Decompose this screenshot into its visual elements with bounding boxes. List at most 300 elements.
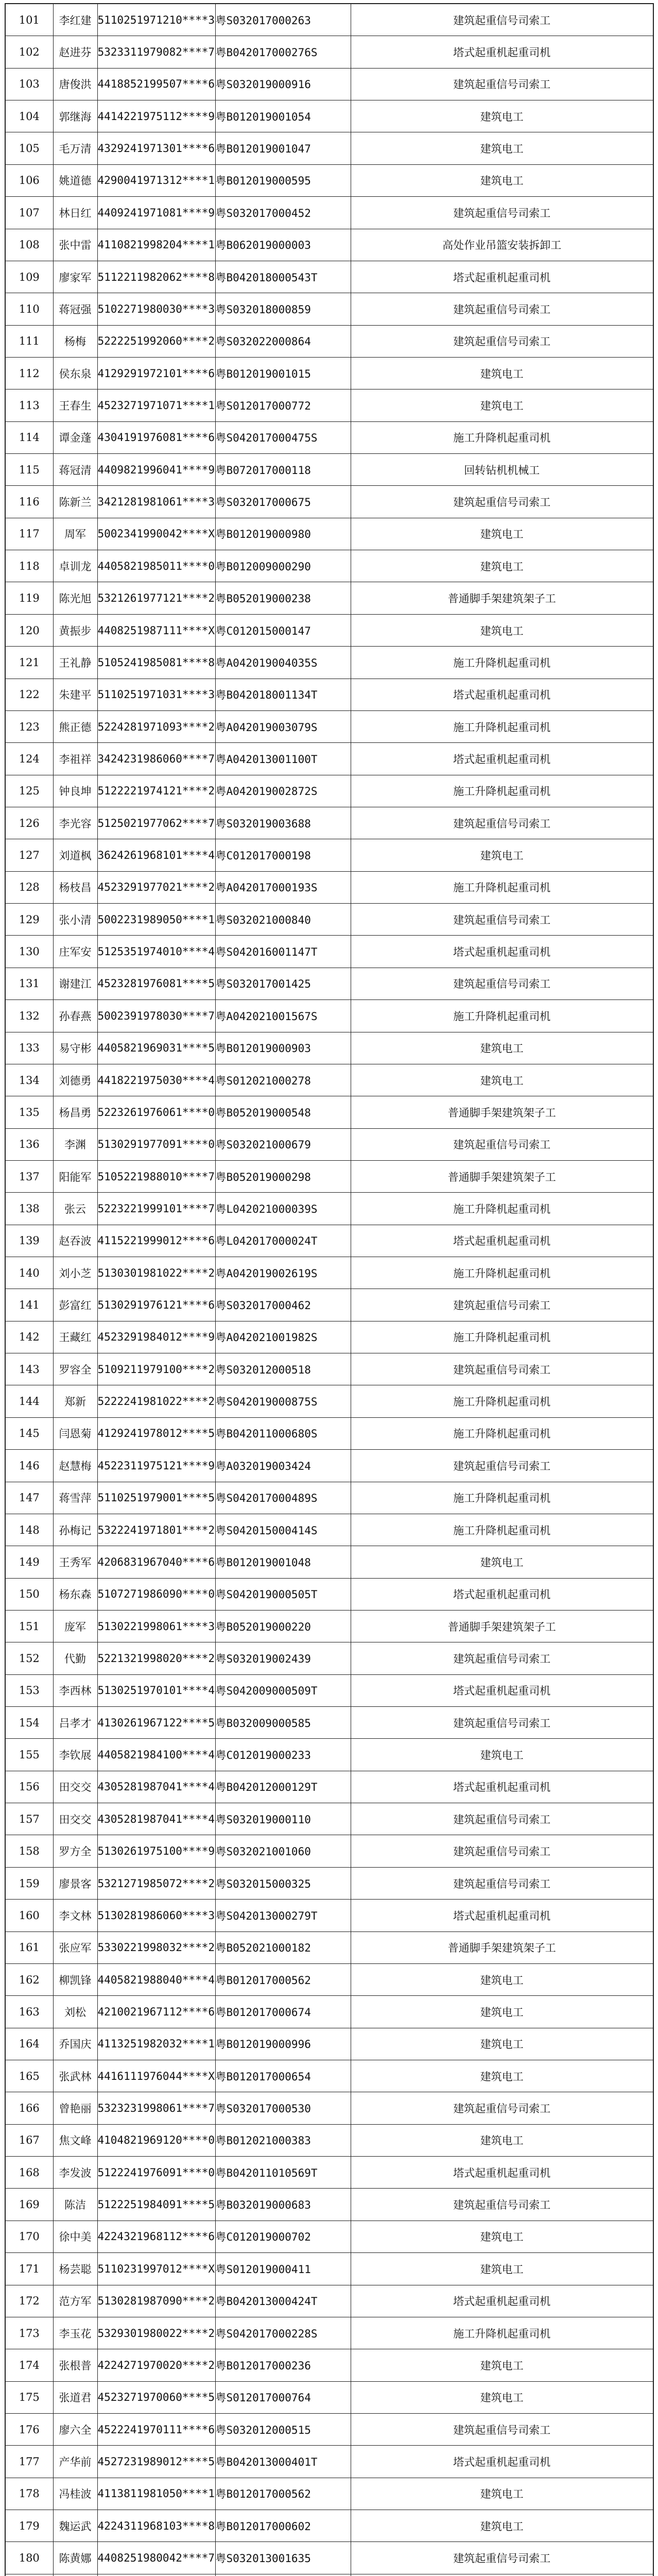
name-cell: 钟良坤 <box>53 775 97 807</box>
certificate-number-cell: 粤S032015000325 <box>215 1867 351 1899</box>
id-number-cell: 5323311979082****7 <box>97 36 215 68</box>
row-number-cell: 163 <box>5 1996 53 2028</box>
table-row <box>5 2092 653 2124</box>
certificate-number-cell: 粤B062019000003 <box>215 229 351 261</box>
row-number-cell: 146 <box>5 1450 53 1482</box>
name-cell: 蒋冠强 <box>53 293 97 325</box>
certificate-number-cell: 粤B012019000903 <box>215 1032 351 1064</box>
name-cell: 卓训龙 <box>53 550 97 582</box>
job-type-cell: 建筑电工 <box>351 550 653 582</box>
id-number-cell: 5321261977121****2 <box>97 582 215 614</box>
table-row <box>5 68 653 100</box>
certificate-number-cell: 粤S032017000263 <box>215 4 351 36</box>
job-type-cell: 施工升降机起重司机 <box>351 1482 653 1514</box>
job-type-cell: 施工升降机起重司机 <box>351 2317 653 2349</box>
name-cell: 刘小芝 <box>53 1257 97 1289</box>
table-row <box>5 710 653 742</box>
row-number-cell: 108 <box>5 229 53 261</box>
row-number-cell: 167 <box>5 2124 53 2156</box>
id-number-cell: 4405821969031****5 <box>97 1032 215 1064</box>
certificate-number-cell: 粤A042019002619S <box>215 1257 351 1289</box>
id-number-cell: 4523271971071****1 <box>97 389 215 421</box>
table-row <box>5 2574 653 2576</box>
certificate-number-cell: 粤S032021000840 <box>215 904 351 936</box>
job-type-cell: 普通脚手架建筑架子工 <box>351 582 653 614</box>
table-row <box>5 486 653 518</box>
row-number-cell: 144 <box>5 1385 53 1417</box>
job-type-cell: 建筑电工 <box>351 132 653 164</box>
row-number-cell: 131 <box>5 968 53 999</box>
id-number-cell: 5102271980030****3 <box>97 293 215 325</box>
id-number-cell: 4329241971301****6 <box>97 132 215 164</box>
row-number-cell: 101 <box>5 4 53 36</box>
row-number-cell: 142 <box>5 1321 53 1353</box>
job-type-cell: 塔式起重机起重司机 <box>351 936 653 968</box>
table-row <box>5 1771 653 1803</box>
name-cell: 阳能军 <box>53 1160 97 1192</box>
certificate-number-cell: 粤B042013000424T <box>215 2285 351 2317</box>
certificate-number-cell: 粤S032017000462 <box>215 1289 351 1321</box>
certificate-number-cell: 粤B012019000980 <box>215 518 351 550</box>
table-row <box>5 164 653 196</box>
id-number-cell: 5130251970101****4 <box>97 1674 215 1706</box>
table-row <box>5 1450 653 1482</box>
table-row <box>5 2478 653 2510</box>
certificate-number-cell: 粤B012019001048 <box>215 1546 351 1578</box>
certificate-number-cell: 粤S032012000518 <box>215 1353 351 1385</box>
certificate-number-cell: 粤B052019000238 <box>215 582 351 614</box>
certificate-number-cell: 粤C012015000147 <box>215 614 351 646</box>
id-number-cell <box>97 2574 215 2576</box>
certificate-number-cell: 粤B052019000220 <box>215 1610 351 1642</box>
job-type-cell: 塔式起重机起重司机 <box>351 2446 653 2478</box>
certificate-number-cell: 粤B042011010569T <box>215 2157 351 2189</box>
name-cell: 杨芸聪 <box>53 2253 97 2285</box>
id-number-cell: 5130221998061****3 <box>97 1610 215 1642</box>
table-row <box>5 968 653 999</box>
table-row <box>5 1032 653 1064</box>
id-number-cell: 4129241978012****5 <box>97 1417 215 1449</box>
table-row <box>5 2510 653 2542</box>
name-cell: 姚道德 <box>53 164 97 196</box>
table-row <box>5 1963 653 1995</box>
name-cell: 朱建平 <box>53 679 97 710</box>
table-row <box>5 421 653 453</box>
row-number-cell: 140 <box>5 1257 53 1289</box>
job-type-cell: 施工升降机起重司机 <box>351 1193 653 1225</box>
certificate-number-cell: 粤A042021001567S <box>215 1000 351 1032</box>
row-number-cell: 155 <box>5 1739 53 1771</box>
table-row <box>5 197 653 229</box>
job-type-cell: 施工升降机起重司机 <box>351 647 653 679</box>
certificate-number-cell: 粤S032019003688 <box>215 807 351 839</box>
certificate-number-cell: 粤A042021001982S <box>215 1321 351 1353</box>
row-number-cell: 133 <box>5 1032 53 1064</box>
id-number-cell: 5110251971210****3 <box>97 4 215 36</box>
row-number-cell: 148 <box>5 1514 53 1546</box>
id-number-cell: 5130281986060****3 <box>97 1900 215 1931</box>
table-row <box>5 936 653 968</box>
job-type-cell: 建筑起重信号司索工 <box>351 1707 653 1739</box>
table-row <box>5 1867 653 1899</box>
job-type-cell: 施工升降机起重司机 <box>351 871 653 903</box>
row-number-cell: 136 <box>5 1128 53 1160</box>
id-number-cell: 4305281987041****4 <box>97 1803 215 1835</box>
row-number-cell: 162 <box>5 1963 53 1995</box>
certificate-number-cell: 粤B052019000298 <box>215 1160 351 1192</box>
job-type-cell: 建筑起重信号司索工 <box>351 68 653 100</box>
job-type-cell: 建筑电工 <box>351 2221 653 2252</box>
row-number-cell: 121 <box>5 647 53 679</box>
certificate-number-cell: 粤B042018001134T <box>215 679 351 710</box>
certificate-number-cell: 粤S032013001635 <box>215 2542 351 2574</box>
id-number-cell: 5002341990042****X <box>97 518 215 550</box>
table-row <box>5 389 653 421</box>
table-row <box>5 1578 653 1610</box>
job-type-cell: 建筑起重信号司索工 <box>351 1867 653 1899</box>
job-type-cell: 建筑电工 <box>351 1546 653 1578</box>
row-number-cell: 106 <box>5 164 53 196</box>
table-row <box>5 582 653 614</box>
job-type-cell: 塔式起重机起重司机 <box>351 1225 653 1257</box>
job-type-cell: 回转钻机机械工 <box>351 454 653 486</box>
id-number-cell: 4210021967112****6 <box>97 1996 215 2028</box>
job-type-cell: 建筑电工 <box>351 1032 653 1064</box>
certificate-number-cell: 粤B012017000562 <box>215 2478 351 2510</box>
row-number-cell: 178 <box>5 2478 53 2510</box>
table-row <box>5 1160 653 1192</box>
name-cell: 李西林 <box>53 1674 97 1706</box>
job-type-cell: 建筑起重信号司索工 <box>351 293 653 325</box>
id-number-cell: 5130301981022****2 <box>97 1257 215 1289</box>
table-row <box>5 36 653 68</box>
job-type-cell: 普通脚手架建筑架子工 <box>351 1931 653 1963</box>
job-type-cell: 建筑起重信号司索工 <box>351 1642 653 1674</box>
table-row <box>5 2189 653 2221</box>
name-cell: 彭富红 <box>53 1289 97 1321</box>
table-row <box>5 1803 653 1835</box>
id-number-cell: 4418221975030****4 <box>97 1064 215 1096</box>
job-type-cell: 建筑起重信号司索工 <box>351 968 653 999</box>
id-number-cell: 5112211982062****8 <box>97 261 215 293</box>
id-number-cell: 4408251987111****X <box>97 614 215 646</box>
row-number-cell <box>5 2574 53 2576</box>
certificate-number-cell: 粤B012017000674 <box>215 1996 351 2028</box>
certificate-number-cell: 粤L042021000039S <box>215 1193 351 1225</box>
row-number-cell: 128 <box>5 871 53 903</box>
row-number-cell: 165 <box>5 2060 53 2092</box>
row-number-cell: 129 <box>5 904 53 936</box>
name-cell: 黄振步 <box>53 614 97 646</box>
row-number-cell: 112 <box>5 357 53 389</box>
id-number-cell: 5110251971031****3 <box>97 679 215 710</box>
id-number-cell: 4405821985011****0 <box>97 550 215 582</box>
row-number-cell: 102 <box>5 36 53 68</box>
row-number-cell: 137 <box>5 1160 53 1192</box>
row-number-cell: 125 <box>5 775 53 807</box>
table-row <box>5 1707 653 1739</box>
table-row <box>5 1674 653 1706</box>
row-number-cell: 149 <box>5 1546 53 1578</box>
row-number-cell: 119 <box>5 582 53 614</box>
row-number-cell: 151 <box>5 1610 53 1642</box>
certificate-number-cell: 粤S032017000452 <box>215 197 351 229</box>
name-cell: 李文林 <box>53 1900 97 1931</box>
job-type-cell: 施工升降机起重司机 <box>351 1321 653 1353</box>
table-row <box>5 2349 653 2381</box>
name-cell: 蒋冠清 <box>53 454 97 486</box>
table-row <box>5 1064 653 1096</box>
certificate-number-cell: 粤S032018000859 <box>215 293 351 325</box>
id-number-cell: 4305281987041****4 <box>97 1771 215 1803</box>
name-cell: 李渊 <box>53 1128 97 1160</box>
name-cell: 张中雷 <box>53 229 97 261</box>
name-cell: 谢建江 <box>53 968 97 999</box>
table-row <box>5 2028 653 2060</box>
name-cell: 周军 <box>53 518 97 550</box>
row-number-cell: 104 <box>5 100 53 132</box>
id-number-cell: 4224321968112****6 <box>97 2221 215 2252</box>
name-cell: 柳凯锋 <box>53 1963 97 1995</box>
id-number-cell: 5109211979100****2 <box>97 1353 215 1385</box>
row-number-cell: 166 <box>5 2092 53 2124</box>
table-row <box>5 2124 653 2156</box>
table-row <box>5 1225 653 1257</box>
name-cell: 侯东泉 <box>53 357 97 389</box>
certificate-number-cell: 粤B012019000595 <box>215 164 351 196</box>
name-cell: 王秀军 <box>53 1546 97 1578</box>
row-number-cell: 109 <box>5 261 53 293</box>
table-row <box>5 807 653 839</box>
name-cell: 廖景客 <box>53 1867 97 1899</box>
job-type-cell: 建筑电工 <box>351 2060 653 2092</box>
job-type-cell: 普通脚手架建筑架子工 <box>351 1160 653 1192</box>
row-number-cell: 169 <box>5 2189 53 2221</box>
row-number-cell: 123 <box>5 710 53 742</box>
table-row <box>5 2413 653 2445</box>
id-number-cell: 4113251982032****1 <box>97 2028 215 2060</box>
job-type-cell: 建筑起重信号司索工 <box>351 1128 653 1160</box>
table-row <box>5 1900 653 1931</box>
name-cell: 陈洁 <box>53 2189 97 2221</box>
name-cell: 赵吞波 <box>53 1225 97 1257</box>
job-type-cell: 建筑电工 <box>351 2478 653 2510</box>
name-cell: 孙梅记 <box>53 1514 97 1546</box>
job-type-cell: 建筑起重信号司索工 <box>351 2092 653 2124</box>
row-number-cell: 177 <box>5 2446 53 2478</box>
certificate-number-cell: 粤S032019002439 <box>215 1642 351 1674</box>
name-cell: 谭金蓬 <box>53 421 97 453</box>
job-type-cell: 建筑电工 <box>351 100 653 132</box>
job-type-cell: 塔式起重机起重司机 <box>351 261 653 293</box>
row-number-cell: 134 <box>5 1064 53 1096</box>
id-number-cell: 4224311968103****8 <box>97 2510 215 2542</box>
job-type-cell: 建筑电工 <box>351 518 653 550</box>
id-number-cell: 5122221974121****2 <box>97 775 215 807</box>
name-cell: 代勤 <box>53 1642 97 1674</box>
personnel-table <box>5 3 654 2576</box>
id-number-cell: 4523291984012****9 <box>97 1321 215 1353</box>
id-number-cell: 4129291972101****6 <box>97 357 215 389</box>
table-row <box>5 550 653 582</box>
job-type-cell: 建筑起重信号司索工 <box>351 1803 653 1835</box>
table-row <box>5 2253 653 2285</box>
job-type-cell: 建筑起重信号司索工 <box>351 1835 653 1867</box>
name-cell: 唐俊洪 <box>53 68 97 100</box>
name-cell: 李红建 <box>53 4 97 36</box>
job-type-cell: 建筑电工 <box>351 2028 653 2060</box>
row-number-cell: 161 <box>5 1931 53 1963</box>
certificate-number-cell: 粤S012019000411 <box>215 2253 351 2285</box>
row-number-cell: 160 <box>5 1900 53 1931</box>
row-number-cell: 180 <box>5 2542 53 2574</box>
id-number-cell: 5130291976121****6 <box>97 1289 215 1321</box>
table-row <box>5 1321 653 1353</box>
id-number-cell: 4522311975121****9 <box>97 1450 215 1482</box>
table-row <box>5 743 653 775</box>
certificate-number-cell: 粤S012017000772 <box>215 389 351 421</box>
certificate-number-cell: 粤B042017000276S <box>215 36 351 68</box>
id-number-cell: 4414221975112****9 <box>97 100 215 132</box>
row-number-cell: 176 <box>5 2413 53 2445</box>
id-number-cell: 4408251980042****7 <box>97 2542 215 2574</box>
row-number-cell: 126 <box>5 807 53 839</box>
row-number-cell: 138 <box>5 1193 53 1225</box>
table-row <box>5 1417 653 1449</box>
certificate-number-cell: 粤C012019000702 <box>215 2221 351 2252</box>
name-cell: 杨梅 <box>53 325 97 357</box>
certificate-number-cell: 粤A042019003079S <box>215 710 351 742</box>
table-row <box>5 871 653 903</box>
table-row <box>5 2221 653 2252</box>
table-row <box>5 839 653 871</box>
name-cell: 李光容 <box>53 807 97 839</box>
job-type-cell: 建筑起重信号司索工 <box>351 197 653 229</box>
id-number-cell: 4523281976081****5 <box>97 968 215 999</box>
job-type-cell: 建筑起重信号司索工 <box>351 486 653 518</box>
name-cell: 陈黄娜 <box>53 2542 97 2574</box>
certificate-number-cell: 粤A042013001100T <box>215 743 351 775</box>
job-type-cell: 建筑电工 <box>351 1739 653 1771</box>
id-number-cell: 5105241985081****8 <box>97 647 215 679</box>
table-row <box>5 2381 653 2413</box>
row-number-cell: 168 <box>5 2157 53 2189</box>
name-cell: 廖家军 <box>53 261 97 293</box>
row-number-cell: 135 <box>5 1096 53 1128</box>
job-type-cell: 施工升降机起重司机 <box>351 1385 653 1417</box>
name-cell: 刘德勇 <box>53 1064 97 1096</box>
name-cell: 王春生 <box>53 389 97 421</box>
table-row <box>5 132 653 164</box>
row-number-cell: 120 <box>5 614 53 646</box>
table-row <box>5 1642 653 1674</box>
table-row <box>5 100 653 132</box>
name-cell: 李发波 <box>53 2157 97 2189</box>
job-type-cell: 建筑起重信号司索工 <box>351 1289 653 1321</box>
certificate-number-cell <box>215 2574 351 2576</box>
table-row <box>5 1257 653 1289</box>
table-row <box>5 1000 653 1032</box>
personnel-table-sheet <box>5 3 653 2576</box>
certificate-number-cell: 粤S032017001425 <box>215 968 351 999</box>
certificate-number-cell: 粤S032019000916 <box>215 68 351 100</box>
table-row <box>5 2060 653 2092</box>
id-number-cell: 4405821984100****4 <box>97 1739 215 1771</box>
certificate-number-cell: 粤A032019003424 <box>215 1450 351 1482</box>
certificate-number-cell: 粤S032021000679 <box>215 1128 351 1160</box>
certificate-number-cell: 粤S042019000505T <box>215 1578 351 1610</box>
name-cell: 林日红 <box>53 197 97 229</box>
row-number-cell: 114 <box>5 421 53 453</box>
row-number-cell: 150 <box>5 1578 53 1610</box>
id-number-cell: 5329301980022****2 <box>97 2317 215 2349</box>
name-cell: 熊正德 <box>53 710 97 742</box>
id-number-cell: 4416111976044****X <box>97 2060 215 2092</box>
name-cell: 曾艳丽 <box>53 2092 97 2124</box>
name-cell: 李钦展 <box>53 1739 97 1771</box>
name-cell: 庄军安 <box>53 936 97 968</box>
table-row <box>5 325 653 357</box>
row-number-cell: 143 <box>5 1353 53 1385</box>
id-number-cell: 4206831967040****6 <box>97 1546 215 1578</box>
certificate-number-cell: 粤C012019000233 <box>215 1739 351 1771</box>
row-number-cell: 110 <box>5 293 53 325</box>
id-number-cell: 4130261967122****5 <box>97 1707 215 1739</box>
table-row <box>5 229 653 261</box>
row-number-cell: 156 <box>5 1771 53 1803</box>
row-number-cell: 127 <box>5 839 53 871</box>
name-cell: 王礼静 <box>53 647 97 679</box>
name-cell: 易守彬 <box>53 1032 97 1064</box>
name-cell <box>53 2574 97 2576</box>
certificate-number-cell: 粤S042019000875S <box>215 1385 351 1417</box>
name-cell: 冯桂波 <box>53 2478 97 2510</box>
table-row <box>5 2317 653 2349</box>
job-type-cell: 建筑起重信号司索工 <box>351 2189 653 2221</box>
certificate-number-cell: 粤B052019000548 <box>215 1096 351 1128</box>
job-type-cell: 建筑电工 <box>351 1064 653 1096</box>
certificate-number-cell: 粤B012019001015 <box>215 357 351 389</box>
table-body <box>5 4 653 2576</box>
name-cell: 李玉花 <box>53 2317 97 2349</box>
certificate-number-cell: 粤S032012000515 <box>215 2413 351 2445</box>
row-number-cell: 132 <box>5 1000 53 1032</box>
job-type-cell: 建筑电工 <box>351 839 653 871</box>
certificate-number-cell: 粤B012017000602 <box>215 2510 351 2542</box>
table-row <box>5 647 653 679</box>
certificate-number-cell: 粤B042013000401T <box>215 2446 351 2478</box>
id-number-cell: 5130261975100****9 <box>97 1835 215 1867</box>
id-number-cell: 5130281987090****2 <box>97 2285 215 2317</box>
name-cell: 陈光旭 <box>53 582 97 614</box>
job-type-cell: 建筑电工 <box>351 389 653 421</box>
job-type-cell: 建筑起重信号司索工 <box>351 1353 653 1385</box>
id-number-cell: 3424231986060****7 <box>97 743 215 775</box>
job-type-cell: 施工升降机起重司机 <box>351 710 653 742</box>
name-cell: 庞军 <box>53 1610 97 1642</box>
table-row <box>5 1931 653 1963</box>
id-number-cell: 5110231997012****X <box>97 2253 215 2285</box>
id-number-cell: 5107271986090****0 <box>97 1578 215 1610</box>
job-type-cell: 建筑起重信号司索工 <box>351 325 653 357</box>
certificate-number-cell: 粤S012021000278 <box>215 1064 351 1096</box>
name-cell: 郑新 <box>53 1385 97 1417</box>
row-number-cell: 107 <box>5 197 53 229</box>
table-row <box>5 679 653 710</box>
job-type-cell: 高处作业吊篮安装拆卸工 <box>351 229 653 261</box>
id-number-cell: 4115221999012****6 <box>97 1225 215 1257</box>
certificate-number-cell: 粤B052021000182 <box>215 1931 351 1963</box>
